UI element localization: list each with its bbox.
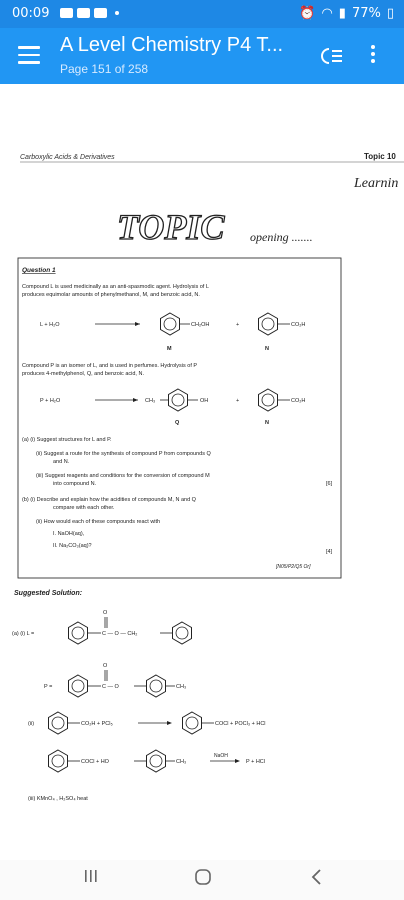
part-a-ii-line1: (ii) Suggest a route for the synthesis of compound P from compounds Q xyxy=(36,451,211,457)
eq2-left: P + H₂O xyxy=(40,398,61,404)
document-title: A Level Chemistry P4 T... xyxy=(60,34,284,56)
solution-ii-ring3 xyxy=(49,750,68,772)
label-Q: Q xyxy=(175,420,180,426)
solution-P-carbonyl-o: O xyxy=(103,663,108,669)
solution-step2-reactants: COCl + HO xyxy=(81,759,109,765)
question-intro-line1: Compound L is used medicinally as an anti-spasmodic agent. Hydrolysis of L xyxy=(22,284,209,290)
hamburger-icon-line xyxy=(18,61,40,64)
solution-step1-reactants: CO₂H + PCl₅ xyxy=(81,721,113,727)
solution-step1-products: COCl + POCl₃ + HCl xyxy=(215,721,266,727)
hamburger-icon-line xyxy=(18,54,40,57)
solution-P-ch3: CH₃ xyxy=(176,684,187,690)
solution-iii: (iii) KMnO₄ , H₂SO₄ heat xyxy=(28,796,88,802)
marks-4: [4] xyxy=(326,549,333,555)
app-bar xyxy=(0,28,404,84)
solution-heading: Suggested Solution: xyxy=(14,590,83,597)
more-vert-icon-dot xyxy=(371,59,375,63)
topic-heading: TOPIC xyxy=(117,207,225,247)
eq2-arrow xyxy=(133,398,138,402)
label-N: N xyxy=(265,346,269,352)
eq1-left: L + H₂O xyxy=(40,322,60,328)
benzene-ring-N xyxy=(259,313,278,335)
label-N2: N xyxy=(265,420,269,426)
part-b-ii-II: II. Na₂CO₃(aq)? xyxy=(53,543,92,549)
part-b-ii: (ii) How would each of these compounds react with xyxy=(36,519,161,525)
solution-L-ring2 xyxy=(173,622,192,644)
battery-level: 77% xyxy=(351,6,381,21)
status-time: 00:09 xyxy=(12,6,50,21)
cell-signal-icon: ▮ xyxy=(338,6,346,21)
more-vert-icon xyxy=(371,45,375,49)
svg-text:+: + xyxy=(236,322,240,328)
solution-P-ester: C — O xyxy=(102,684,119,690)
part-a-iii-line2: into compound N. xyxy=(53,481,97,487)
table-of-contents-button[interactable] xyxy=(320,45,344,67)
more-vert-icon-dot xyxy=(371,52,375,56)
solution-a-i-label: (a) (i) L = xyxy=(12,631,35,637)
status-bar xyxy=(0,0,404,28)
page-indicator: Page 151 of 258 xyxy=(60,62,149,76)
question-reference: [N05/P2/Q5 Or] xyxy=(276,564,311,570)
hamburger-icon xyxy=(18,46,40,49)
recent-apps-icon xyxy=(83,868,99,884)
solution-ii-ring4 xyxy=(147,750,166,772)
eq2-oh: OH xyxy=(200,398,209,404)
solution-ii-ring2 xyxy=(183,712,202,734)
solution-step2-condition: NaOH xyxy=(214,753,228,759)
mail-notification-icon xyxy=(94,8,107,18)
part-a-i: (a) (i) Suggest structures for L and P. xyxy=(22,437,112,443)
pdf-page-canvas xyxy=(0,84,404,860)
part-b-i-line1: (b) (i) Describe and explain how the acidities of compounds M, N and Q xyxy=(22,497,196,503)
home-icon xyxy=(194,868,212,886)
solution-p-label: P = xyxy=(44,684,53,690)
question-intro-line2: produces equimolar amounts of phenylmethanol, M, and benzoic acid, N. xyxy=(22,292,200,298)
recent-apps-button[interactable] xyxy=(83,868,99,889)
opening-label: opening ....... xyxy=(250,230,313,244)
solution-ii-label: (ii) xyxy=(28,721,35,727)
solution-step2-arrow xyxy=(235,759,240,763)
eq1-group1: CH₂OH xyxy=(191,322,210,328)
alarm-icon: ⏰ xyxy=(299,6,316,21)
solution-L-ring1 xyxy=(69,622,88,644)
p-line1: Compound P is an isomer of L, and is used in perfumes. Hydrolysis of P xyxy=(22,363,198,369)
running-header-right: Topic 10 xyxy=(364,152,396,161)
solution-L-carbonyl-o: O xyxy=(103,610,108,616)
solution-L-ester: C — O — CH₂ xyxy=(102,631,138,637)
solution-P-ring2 xyxy=(147,675,166,697)
question-heading: Question 1 xyxy=(22,267,56,274)
pdf-page-view[interactable] xyxy=(0,84,404,860)
system-navigation-bar xyxy=(0,860,404,900)
learning-label: Learnin xyxy=(354,176,399,191)
eq2-ch3: CH₃ xyxy=(145,398,156,404)
part-a-ii-line2: and N. xyxy=(53,459,70,465)
notification-icons xyxy=(60,8,119,18)
photo-notification-icon xyxy=(60,8,73,18)
eq1-arrow xyxy=(135,322,140,326)
home-button[interactable] xyxy=(194,868,212,891)
eq2-group2: CO₂H xyxy=(291,398,306,404)
benzene-ring-M xyxy=(161,313,180,335)
label-M: M xyxy=(167,346,172,352)
wifi-signal-icon: ◠ xyxy=(321,6,333,21)
question-box xyxy=(18,258,341,578)
solution-step2-ch3: CH₃ xyxy=(176,759,187,765)
back-icon xyxy=(310,868,324,886)
part-a-iii-line1: (iii) Suggest reagents and conditions for the conversion of compound M xyxy=(36,473,210,479)
toc-icon xyxy=(320,45,344,67)
more-notifications-dot-icon xyxy=(115,11,119,15)
benzene-ring-Q xyxy=(169,389,188,411)
p-line2: produces 4-methylphenol, Q, and benzoic acid, N. xyxy=(22,371,144,377)
more-options-button[interactable] xyxy=(368,45,378,67)
solution-ii-ring1 xyxy=(49,712,68,734)
menu-button[interactable] xyxy=(18,46,40,64)
solution-step2-products: P + HCl xyxy=(246,759,266,765)
status-right xyxy=(299,6,394,21)
running-header-left: Carboxylic Acids & Derivatives xyxy=(20,154,115,161)
part-b-i-line2: compare with each other. xyxy=(53,505,115,511)
back-button[interactable] xyxy=(310,868,324,891)
solution-step1-arrow xyxy=(167,721,172,725)
svg-text:+: + xyxy=(236,398,240,404)
marks-6: [6] xyxy=(326,481,333,487)
part-b-ii-I: I. NaOH(aq), xyxy=(53,531,85,537)
eq1-group2: CO₂H xyxy=(291,322,306,328)
solution-P-ring1 xyxy=(69,675,88,697)
message-notification-icon xyxy=(77,8,90,18)
benzene-ring-N2 xyxy=(259,389,278,411)
battery-icon: ▯ xyxy=(386,6,394,21)
